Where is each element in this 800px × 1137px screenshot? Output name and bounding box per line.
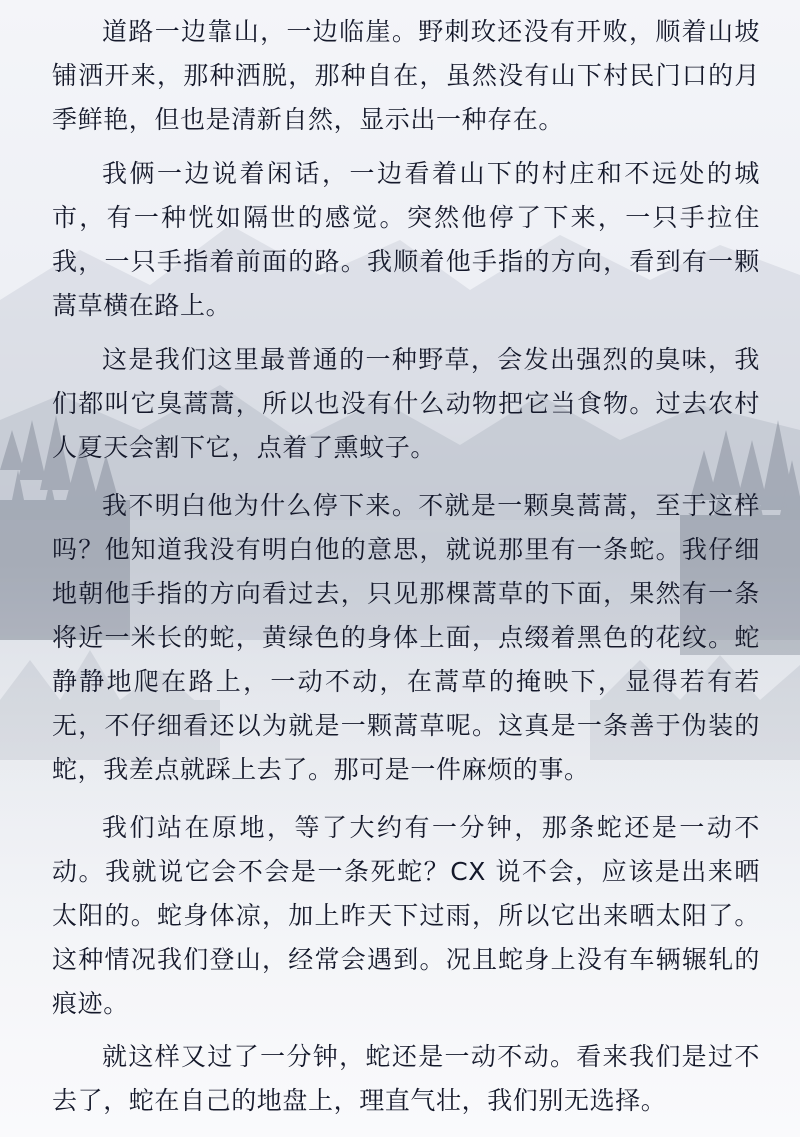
article-paragraph: 道路一边靠山，一边临崖。野刺玫还没有开败，顺着山坡铺洒开来，那种洒脱，那种自在，虽然没有山下村民门口的月季鲜艳，但也是清新自然，显示出一种存在。 [52, 17, 760, 134]
article-paragraph: 我们站在原地，等了大约有一分钟，那条蛇还是一动不动。我就说它会不会是一条死蛇？CX 说不会，应该是出来晒太阳的。蛇身体凉，加上昨天下过雨，所以它出来晒太阳了。这种情况我们登山，经常会遇到。况且蛇身上没有车辆辗轧的痕迹。 [52, 813, 760, 1018]
article-paragraph: 就这样又过了一分钟，蛇还是一动不动。看来我们是过不去了，蛇在自己的地盘上，理直气壮，我们别无选择。 [52, 1042, 760, 1115]
article-paragraph: 这是我们这里最普通的一种野草，会发出强烈的臭味，我们都叫它臭蒿蒿，所以也没有什么动物把它当食物。过去农村人夏天会割下它，点着了熏蚊子。 [52, 345, 760, 462]
article-paragraph: 我俩一边说着闲话，一边看着山下的村庄和不远处的城市，有一种恍如隔世的感觉。突然他停了下来，一只手拉住我，一只手指着前面的路。我顺着他手指的方向，看到有一颗蒿草横在路上。 [52, 159, 760, 320]
article-paragraph: 我不明白他为什么停下来。不就是一颗臭蒿蒿，至于这样吗？他知道我没有明白他的意思，就说那里有一条蛇。我仔细地朝他手指的方向看过去，只见那棵蒿草的下面，果然有一条将近一米长的蛇，黄绿色的身体上面，点缀着黑色的花纹。蛇静静地爬在路上，一动不动，在蒿草的掩映下，显得若有若无，不仔细看还以为就是一颗蒿草呢。这真是一条善于伪装的蛇，我差点就踩上去了。那可是一件麻烦的事。 [52, 491, 760, 784]
